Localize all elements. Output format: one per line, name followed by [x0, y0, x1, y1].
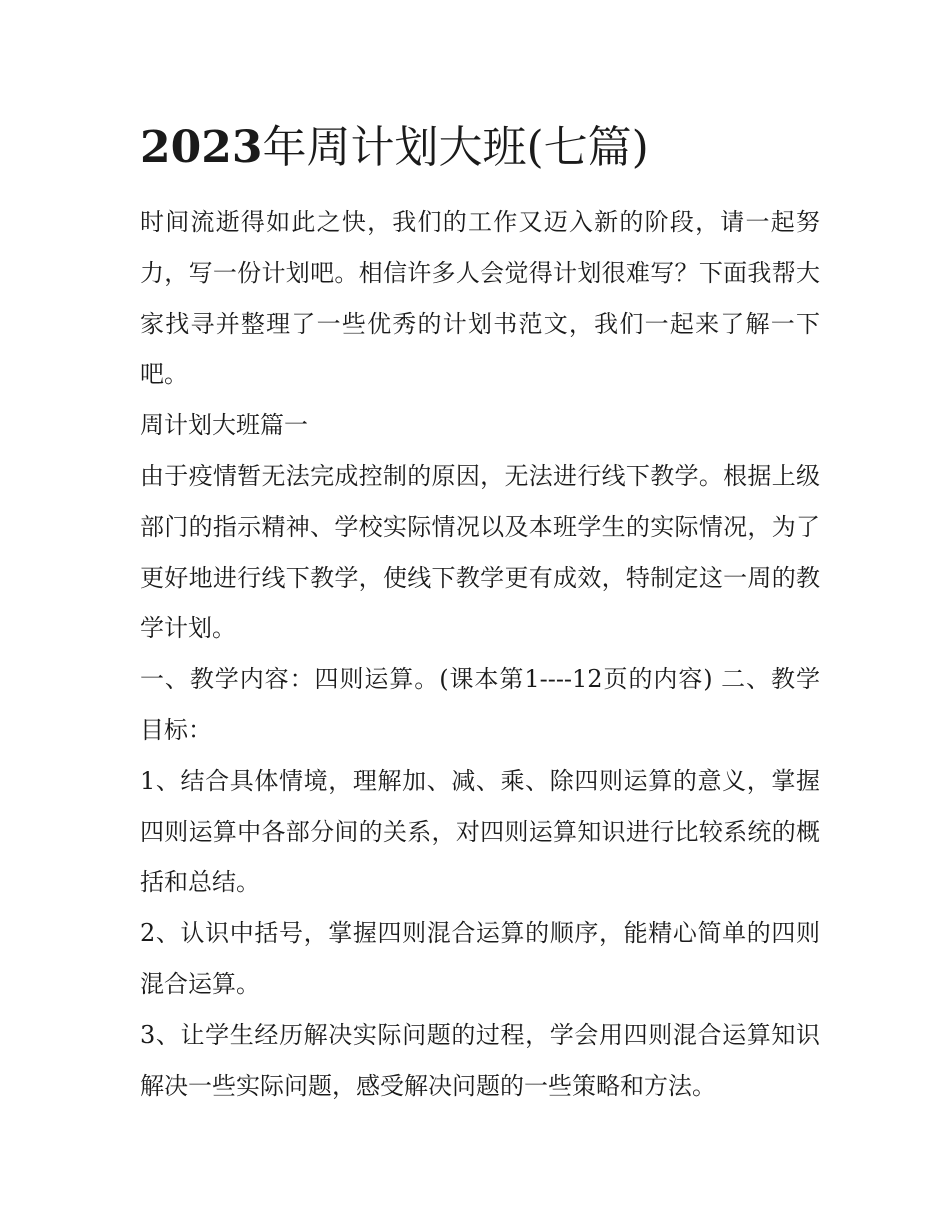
- document-title: [140, 118, 820, 178]
- goal-item-3: 3、让学生经历解决实际问题的过程，学会用四则混合运算知识解决一些实际问题，感受解决问题的一些策略和方法。: [140, 1020, 820, 1100]
- title-year: 2023: [140, 122, 263, 173]
- teaching-content-paragraph: 一、教学内容：四则运算。(课本第1----12页的内容) 二、教学目标：: [140, 665, 820, 744]
- background-paragraph: 由于疫情暂无法完成控制的原因，无法进行线下教学。根据上级部门的指示精神、学校实际情况以及本班学生的实际情况，为了更好地进行线下教学，使线下教学更有成效，特制定这一周的教学计划。: [140, 461, 820, 643]
- title-text: 年周计划大班(七篇): [262, 122, 649, 173]
- section-heading: 周计划大班篇一: [140, 411, 308, 440]
- intro-paragraph: 时间流逝得如此之快，我们的工作又迈入新的阶段，请一起努力，写一份计划吧。相信许多人会觉得计划很难写？下面我帮大家找寻并整理了一些优秀的计划书范文，我们一起来了解一下吧。: [140, 208, 820, 389]
- goal-item-2: 2、认识中括号，掌握四则混合运算的顺序，能精心简单的四则混合运算。: [140, 919, 820, 998]
- goal-item-1: 1、结合具体情境，理解加、减、乘、除四则运算的意义，掌握四则运算中各部分间的关系，对四则运算知识进行比较系统的概括和总结。: [140, 766, 820, 897]
- document-body: [140, 197, 820, 1111]
